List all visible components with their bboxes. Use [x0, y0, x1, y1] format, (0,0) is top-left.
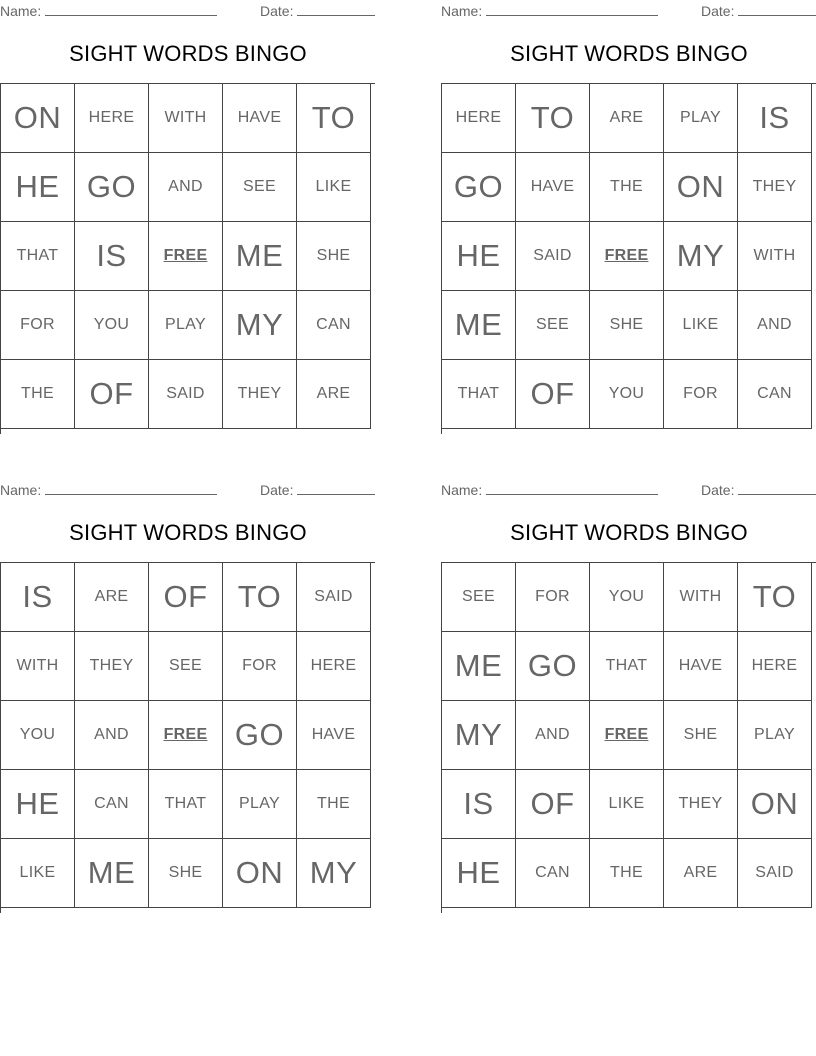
bingo-cell[interactable]: ME: [75, 839, 149, 908]
date-label: Date:: [260, 482, 294, 498]
bingo-cell[interactable]: SAID: [516, 222, 590, 291]
date-line: [260, 2, 375, 20]
date-blank[interactable]: [738, 2, 816, 16]
date-blank[interactable]: [297, 481, 375, 495]
bingo-cell[interactable]: SEE: [149, 632, 223, 701]
bingo-cell[interactable]: SEE: [516, 291, 590, 360]
name-line: [441, 481, 658, 499]
bingo-cell[interactable]: FOR: [664, 360, 738, 429]
card-title: SIGHT WORDS BINGO: [510, 41, 748, 66]
bingo-cell[interactable]: LIKE: [1, 839, 75, 908]
free-space-cell[interactable]: FREE: [590, 701, 664, 770]
bingo-cell[interactable]: OF: [149, 563, 223, 632]
bingo-cell[interactable]: ARE: [664, 839, 738, 908]
bingo-cell[interactable]: HAVE: [297, 701, 371, 770]
bingo-cell[interactable]: THE: [1, 360, 75, 429]
bingo-cell[interactable]: SAID: [738, 839, 812, 908]
bingo-cell[interactable]: AND: [75, 701, 149, 770]
date-blank[interactable]: [297, 2, 375, 16]
bingo-cell[interactable]: GO: [223, 701, 297, 770]
bingo-cell[interactable]: WITH: [149, 84, 223, 153]
name-line: [441, 2, 658, 20]
free-space-cell[interactable]: FREE: [149, 701, 223, 770]
bingo-cell[interactable]: MY: [442, 701, 516, 770]
bingo-cell[interactable]: THE: [590, 153, 664, 222]
bingo-cell[interactable]: THAT: [149, 770, 223, 839]
bingo-cell[interactable]: SHE: [297, 222, 371, 291]
bingo-card-1: [0, 0, 376, 432]
bingo-cell[interactable]: OF: [516, 360, 590, 429]
name-blank[interactable]: [486, 481, 658, 495]
bingo-cell[interactable]: ON: [664, 153, 738, 222]
bingo-cell[interactable]: GO: [442, 153, 516, 222]
bingo-cell[interactable]: THEY: [664, 770, 738, 839]
bingo-cell[interactable]: ARE: [75, 563, 149, 632]
bingo-cell[interactable]: SHE: [590, 291, 664, 360]
bingo-cell[interactable]: FOR: [223, 632, 297, 701]
bingo-cell[interactable]: ME: [442, 632, 516, 701]
bingo-cell[interactable]: HAVE: [223, 84, 297, 153]
name-blank[interactable]: [45, 2, 217, 16]
bingo-cell[interactable]: LIKE: [590, 770, 664, 839]
name-label: Name:: [441, 3, 483, 19]
bingo-cell[interactable]: LIKE: [297, 153, 371, 222]
bingo-cell[interactable]: THEY: [75, 632, 149, 701]
bingo-cell[interactable]: TO: [223, 563, 297, 632]
bingo-cell[interactable]: YOU: [590, 563, 664, 632]
bingo-cell[interactable]: HE: [442, 222, 516, 291]
date-line: [701, 2, 816, 20]
bingo-cell[interactable]: IS: [738, 84, 812, 153]
bingo-cell[interactable]: ARE: [590, 84, 664, 153]
bingo-cell[interactable]: THEY: [738, 153, 812, 222]
bingo-cell[interactable]: HE: [1, 153, 75, 222]
bingo-cell[interactable]: OF: [516, 770, 590, 839]
name-blank[interactable]: [486, 2, 658, 16]
bingo-cell[interactable]: THEY: [223, 360, 297, 429]
bingo-cell[interactable]: ARE: [297, 360, 371, 429]
card-title: SIGHT WORDS BINGO: [69, 41, 307, 66]
bingo-cell[interactable]: THE: [297, 770, 371, 839]
date-line: [260, 481, 375, 499]
bingo-cell[interactable]: IS: [1, 563, 75, 632]
free-space-cell[interactable]: FREE: [590, 222, 664, 291]
bingo-cell[interactable]: IS: [75, 222, 149, 291]
name-blank[interactable]: [45, 481, 217, 495]
bingo-cell[interactable]: AND: [738, 291, 812, 360]
bingo-cell[interactable]: ON: [738, 770, 812, 839]
bingo-cell[interactable]: GO: [75, 153, 149, 222]
name-label: Name:: [441, 482, 483, 498]
bingo-cell[interactable]: SEE: [223, 153, 297, 222]
name-line: [0, 481, 217, 499]
free-space-cell[interactable]: FREE: [149, 222, 223, 291]
bingo-cell[interactable]: AND: [516, 701, 590, 770]
bingo-cell[interactable]: SAID: [297, 563, 371, 632]
bingo-cell[interactable]: SEE: [442, 563, 516, 632]
bingo-cell[interactable]: THAT: [590, 632, 664, 701]
bingo-cell[interactable]: PLAY: [223, 770, 297, 839]
bingo-cell[interactable]: CAN: [738, 360, 812, 429]
bingo-cell[interactable]: AND: [149, 153, 223, 222]
bingo-cell[interactable]: SHE: [664, 701, 738, 770]
bingo-cell[interactable]: ME: [442, 291, 516, 360]
bingo-cell[interactable]: ME: [223, 222, 297, 291]
date-label: Date:: [260, 3, 294, 19]
bingo-cell[interactable]: WITH: [664, 563, 738, 632]
bingo-cell[interactable]: HAVE: [516, 153, 590, 222]
bingo-grid: [441, 83, 816, 434]
bingo-grid: [0, 562, 375, 913]
bingo-cell[interactable]: MY: [664, 222, 738, 291]
bingo-cell[interactable]: THAT: [442, 360, 516, 429]
bingo-card-2: [441, 0, 816, 432]
name-label: Name:: [0, 3, 42, 19]
bingo-cell[interactable]: YOU: [1, 701, 75, 770]
bingo-cell[interactable]: YOU: [590, 360, 664, 429]
bingo-cell[interactable]: WITH: [738, 222, 812, 291]
bingo-cell[interactable]: PLAY: [738, 701, 812, 770]
bingo-cell[interactable]: TO: [297, 84, 371, 153]
bingo-cell[interactable]: LIKE: [664, 291, 738, 360]
bingo-grid: [441, 562, 816, 913]
bingo-cell[interactable]: TO: [516, 84, 590, 153]
date-line: [701, 481, 816, 499]
bingo-cell[interactable]: ON: [223, 839, 297, 908]
bingo-card-3: [0, 479, 376, 911]
bingo-cell[interactable]: MY: [297, 839, 371, 908]
bingo-cell[interactable]: ON: [1, 84, 75, 153]
date-label: Date:: [701, 3, 735, 19]
name-label: Name:: [0, 482, 42, 498]
date-label: Date:: [701, 482, 735, 498]
date-blank[interactable]: [738, 481, 816, 495]
bingo-cell[interactable]: MY: [223, 291, 297, 360]
bingo-cell[interactable]: HERE: [738, 632, 812, 701]
bingo-cell[interactable]: GO: [516, 632, 590, 701]
bingo-cell[interactable]: SAID: [149, 360, 223, 429]
bingo-cell[interactable]: FOR: [516, 563, 590, 632]
bingo-card-4: [441, 479, 816, 911]
bingo-cell[interactable]: CAN: [75, 770, 149, 839]
bingo-cell[interactable]: FOR: [1, 291, 75, 360]
bingo-cell[interactable]: YOU: [75, 291, 149, 360]
card-title: SIGHT WORDS BINGO: [510, 520, 748, 545]
bingo-cell[interactable]: CAN: [297, 291, 371, 360]
bingo-cell[interactable]: HERE: [442, 84, 516, 153]
bingo-cell[interactable]: WITH: [1, 632, 75, 701]
bingo-cell[interactable]: HAVE: [664, 632, 738, 701]
bingo-cell[interactable]: THAT: [1, 222, 75, 291]
bingo-grid: [0, 83, 375, 434]
bingo-cell[interactable]: CAN: [516, 839, 590, 908]
bingo-cell[interactable]: SHE: [149, 839, 223, 908]
bingo-cell[interactable]: TO: [738, 563, 812, 632]
bingo-cell[interactable]: PLAY: [664, 84, 738, 153]
bingo-cell[interactable]: HERE: [297, 632, 371, 701]
bingo-cell[interactable]: PLAY: [149, 291, 223, 360]
name-line: [0, 2, 217, 20]
bingo-cell[interactable]: IS: [442, 770, 516, 839]
bingo-cell[interactable]: OF: [75, 360, 149, 429]
bingo-cell[interactable]: THE: [590, 839, 664, 908]
bingo-cell[interactable]: HE: [442, 839, 516, 908]
card-title: SIGHT WORDS BINGO: [69, 520, 307, 545]
bingo-cell[interactable]: HERE: [75, 84, 149, 153]
bingo-cell[interactable]: HE: [1, 770, 75, 839]
